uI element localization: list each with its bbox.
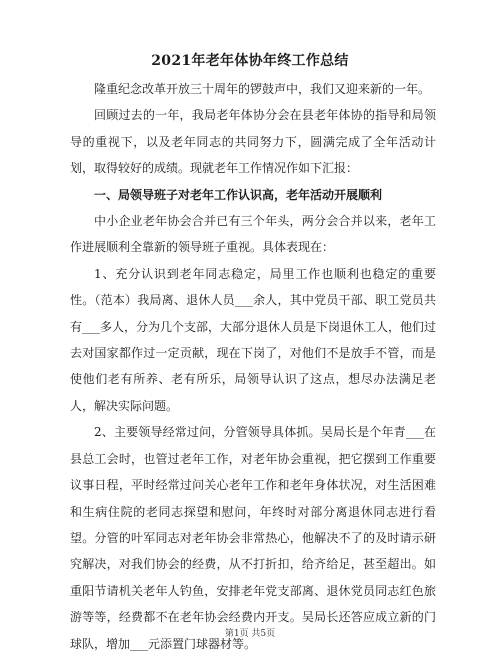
paragraph-point-1: 1、充分认识到老年同志稳定，局里工作也顺利也稳定的重要性。（范本）我局离、退休人员___余人，其中党员干部、职工党员共有___多人，分为几个支部，大部分退休人员是下岗退休工人，他们过去对国家都作过一定贡献，现在下岗了，对他们不是放手不管，而是使他们老有所养、老有所乐，局领导认识了这点，想尽办法满足老人，解决实际问题。	[70, 266, 437, 413]
paragraph-point-2: 2、主要领导经常过问，分管领导具体抓。吴局长是个年青___在县总工会时，也管过老年工作，对老年协会重视，把它摆到工作重要议事日程，平时经常过问关心老年工作和老年身体状况，对生活困难和生病住院的老同志探望和慰问，年终时对部分离退休同志进行看望。分管的叶军同志对老年协会非常热心，他解决不了的及时请示研究解决，对我们协会的经费，从不打折扣，给齐给足，甚至超出。如重阳节请机关老年人钓鱼，安排老年党支部离、退休党员同志红色旅游等等，经费都不在老年协会经费内开支。吴局长还答应成立新的门球队，增加___元添置门球器材等。	[70, 425, 436, 651]
document-body	[70, 76, 436, 657]
paragraph-review: 回顾过去的一年，我局老年体协分会在县老年体协的指导和局领导的重视下，以及老年同志的共同努力下，圆满完成了全年活动计划，取得较好的成绩。现就老年工作情况作如下汇报：	[70, 108, 436, 176]
paragraph-intro: 隆重纪念改革开放三十周年的锣鼓声中，我们又迎来新的一年。	[94, 82, 431, 96]
section-heading-1: 一、局领导班子对老年工作认识高，老年活动开展顺利	[94, 187, 383, 202]
paragraph-merger: 中小企业老年协会合并已有三个年头，两分会合并以来，老年工作进展顺利全靠新的领导班子重视。具体表现在：	[70, 214, 436, 255]
page-number: 第1页 共5页	[224, 629, 276, 639]
document-title: 2021年老年体协年终工作总结	[151, 53, 349, 69]
